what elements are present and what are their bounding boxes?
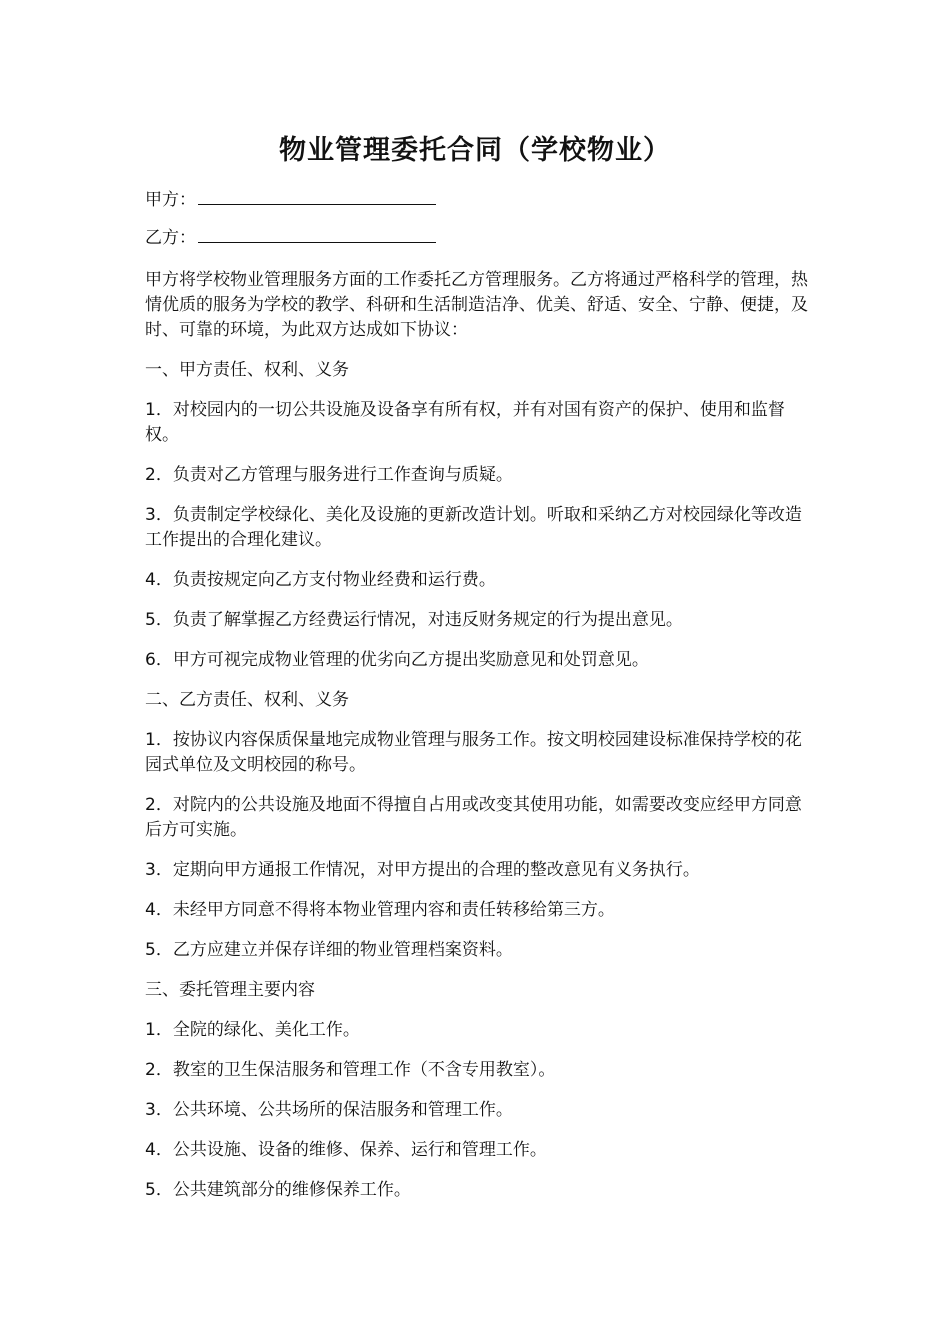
section-1-item: 6．甲方可视完成物业管理的优劣向乙方提出奖励意见和处罚意见。 [145,650,649,670]
document-title: 物业管理委托合同（学校物业） [279,135,671,166]
section-1-heading: 一、甲方责任、权利、义务 [145,360,349,380]
section-3-item: 1．全院的绿化、美化工作。 [145,1020,360,1040]
section-2-item: 2．对院内的公共设施及地面不得擅自占用或改变其使用功能，如需要改变应经甲方同意后方可实施。 [145,795,802,840]
section-1-item: 5．负责了解掌握乙方经费运行情况，对违反财务规定的行为提出意见。 [145,610,683,630]
document-body [145,188,810,1218]
section-2-item: 3．定期向甲方通报工作情况，对甲方提出的合理的整改意见有义务执行。 [145,860,700,880]
party-b-line [145,226,810,251]
section-3-item: 2．教室的卫生保洁服务和管理工作（不含专用教室）。 [145,1060,556,1080]
party-b-label: 乙方： [145,228,196,248]
section-3-item: 4．公共设施、设备的维修、保养、运行和管理工作。 [145,1140,547,1160]
section-1-item: 1．对校园内的一切公共设施及设备享有所有权，并有对国有资产的保护、使用和监督权。 [145,400,785,445]
party-a-line [145,188,810,213]
intro-paragraph: 甲方将学校物业管理服务方面的工作委托乙方管理服务。乙方将通过严格科学的管理，热情优质的服务为学校的教学、科研和生活制造洁净、优美、舒适、安全、宁静、便捷，及时、可靠的环境，为此双方达成如下协议： [145,270,808,340]
party-a-label: 甲方： [145,190,196,210]
section-2-item: 4．未经甲方同意不得将本物业管理内容和责任转移给第三方。 [145,900,615,920]
section-2-item: 5．乙方应建立并保存详细的物业管理档案资料。 [145,940,513,960]
section-2-item: 1．按协议内容保质保量地完成物业管理与服务工作。按文明校园建设标准保持学校的花园式单位及文明校园的称号。 [145,730,802,775]
party-a-blank [198,188,436,205]
section-3-heading: 三、委托管理主要内容 [145,980,315,1000]
section-2-heading: 二、乙方责任、权利、义务 [145,690,349,710]
section-3-item: 5．公共建筑部分的维修保养工作。 [145,1180,411,1200]
section-1-item: 4．负责按规定向乙方支付物业经费和运行费。 [145,570,496,590]
section-1-item: 2．负责对乙方管理与服务进行工作查询与质疑。 [145,465,513,485]
party-b-blank [198,226,436,243]
section-3-item: 3．公共环境、公共场所的保洁服务和管理工作。 [145,1100,513,1120]
section-1-item: 3．负责制定学校绿化、美化及设施的更新改造计划。听取和采纳乙方对校园绿化等改造工作提出的合理化建议。 [145,505,802,550]
